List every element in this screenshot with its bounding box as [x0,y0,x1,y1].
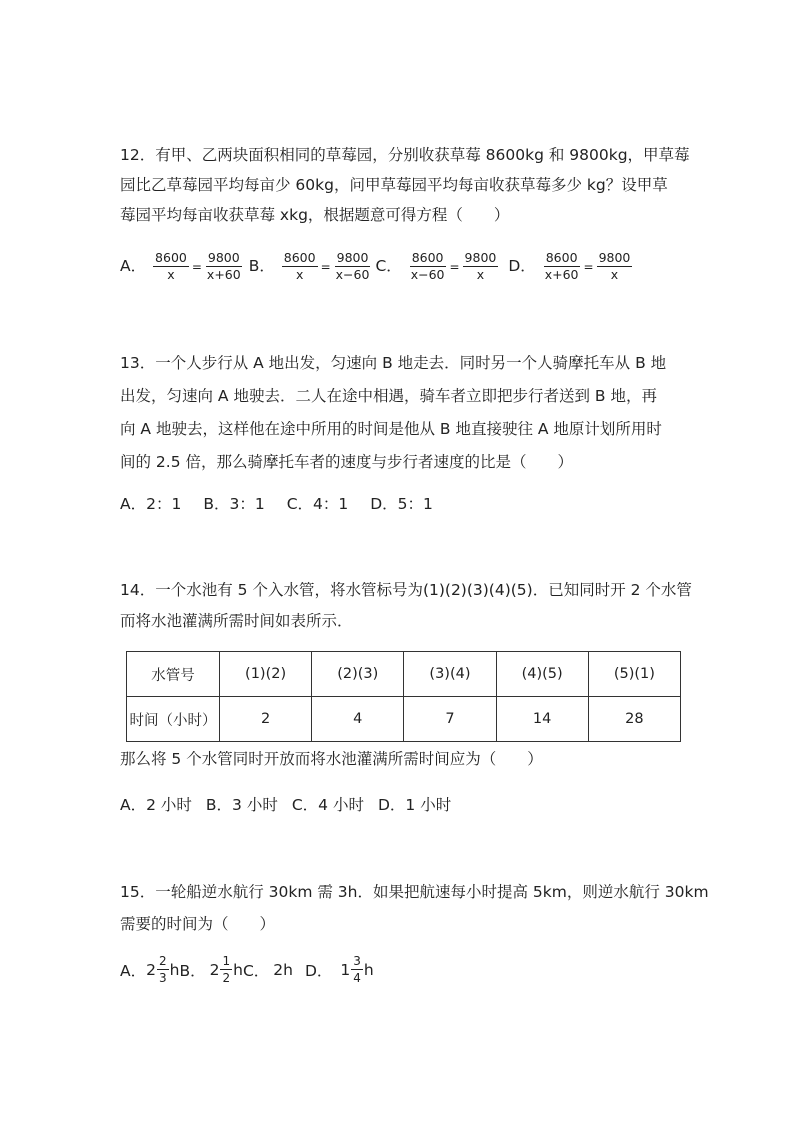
table-cell: 4 [312,697,404,742]
table-header-row [127,652,681,697]
equals-sign: = [583,260,594,274]
q12-options [120,251,634,282]
q14-followup [120,744,680,774]
numerator: 2 [158,954,167,968]
table-cell: (5)(1) [588,652,680,697]
denominator: 4 [353,971,361,985]
unit: h [233,960,243,979]
denominator: x [295,267,304,282]
option-label: D． [508,257,536,275]
numerator: 9800 [464,250,497,265]
q15-option-a [146,954,179,985]
numerator: 9800 [207,250,240,265]
q12-line-1: 12．有甲、乙两块面积相同的草莓园，分别收获草莓 8600kg 和 9800kg，甲草莓 [120,146,690,164]
q14-after-line: 那么将 5 个水管同时开放而将水池灌满所需时间应为（ ） [120,750,543,768]
denominator: x−60 [335,267,370,282]
q15-option-a-label: A． [120,961,147,980]
table-cell: (1)(2) [220,652,312,697]
unit: h [169,960,180,979]
mixed-whole: 1 [340,960,351,979]
denominator: x+60 [206,267,241,282]
q15-line-2: 需要的时间为（ ） [120,915,276,933]
table-cell: 14 [496,697,588,742]
option-label: A． [120,257,147,275]
q13-line-3: 向 A 地驶去，这样他在途中所用的时间是他从 B 地直接驶往 A 地原计划所用时 [120,420,662,438]
q13-line-4: 间的 2.5 倍，那么骑摩托车者的速度与步行者速度的比是（ ） [120,453,574,471]
q15-option-d [340,954,373,985]
q15-option-c-label: C． [242,961,270,980]
fraction [282,251,318,282]
denominator: x [476,267,485,282]
fraction [409,251,447,282]
q15-options [120,954,374,985]
fraction [220,954,232,985]
q13-line-1: 13．一个人步行从 A 地出发，匀速向 B 地走去．同时另一个人骑摩托车从 B 地 [120,354,667,372]
denominator: 3 [158,971,167,985]
pipe-time-table [126,651,681,742]
q14-options [120,793,451,815]
q12-line-2: 园比乙草莓园平均每亩少 60kg，问甲草莓园平均每亩收获草莓多少 kg？设甲草 [120,176,668,194]
numerator: 1 [222,954,231,968]
question-14 [120,575,692,637]
q14-line-2: 而将水池灌满所需时间如表所示． [120,612,353,630]
question-12 [120,140,690,230]
option-label: B． [248,257,275,275]
numerator: 8600 [411,250,444,265]
q15-option-b [210,954,243,985]
numerator: 9800 [336,250,369,265]
q13-line-2: 出发，匀速向 A 地驶去．二人在途中相遇，骑车者立即把步行者送到 B 地，再 [120,387,657,405]
q12-option-b [249,251,374,282]
fraction [334,251,372,282]
question-15 [120,876,709,940]
denominator: x−60 [410,267,445,282]
numerator: 9800 [598,250,631,265]
q14-line-1: 14．一个水池有 5 个入水管，将水管标号为(1)(2)(3)(4)(5)．已知同时开 2 个水管 [120,581,692,599]
fraction [463,251,499,282]
fraction [597,251,633,282]
q15-line-1: 15．一轮船逆水航行 30km 需 3h．如果把航速每小时提高 5km，则逆水航行 30km [120,883,709,901]
table-cell: 28 [588,697,680,742]
q15-option-d-label: D． [304,961,333,980]
fraction [351,954,363,985]
table-cell: (3)(4) [404,652,496,697]
q12-option-c [375,251,500,282]
numerator: 8600 [545,250,578,265]
fraction [543,251,581,282]
q14-option-b: B．3 小时 [205,796,278,814]
q12-line-3: 莓园平均每亩收获草莓 xkg，根据题意可得方程（ ） [120,206,510,224]
q12-option-d [508,251,634,282]
mixed-whole: 2 [146,960,156,979]
denominator: x+60 [544,267,579,282]
fraction [205,251,243,282]
table-cell: 时间（小时） [127,697,220,742]
table-row [127,697,681,742]
table-cell: 2 [220,697,312,742]
denominator: x [610,267,619,282]
table-cell: 水管号 [127,652,220,697]
q14-option-d: D．1 小时 [377,796,452,814]
q13-option-c: C．4：1 [286,495,349,513]
q13-options [120,492,433,514]
unit: h [363,960,374,979]
numerator: 8600 [155,250,187,265]
denominator: x [167,267,175,282]
table-cell: (2)(3) [312,652,404,697]
q13-option-a: A．2：1 [120,495,182,513]
fraction [157,954,169,985]
mixed-whole: 2 [209,960,220,979]
q15-option-b-label: B． [179,961,206,980]
table-cell: 7 [404,697,496,742]
denominator: 2 [222,971,231,985]
equals-sign: = [449,260,460,274]
option-label: C． [375,257,402,275]
equals-sign: = [320,260,331,274]
table-cell: (4)(5) [496,652,588,697]
equals-sign: = [191,260,202,274]
q13-option-d: D．5：1 [370,495,433,513]
q15-option-c: 2h [273,960,293,979]
question-13 [120,347,680,479]
q13-option-b: B．3：1 [203,495,265,513]
q12-option-a [120,251,245,282]
fraction [153,251,189,282]
q14-option-a: A．2 小时 [120,796,192,814]
numerator: 3 [353,954,361,968]
numerator: 8600 [283,250,316,265]
q14-option-c: C．4 小时 [291,796,364,814]
